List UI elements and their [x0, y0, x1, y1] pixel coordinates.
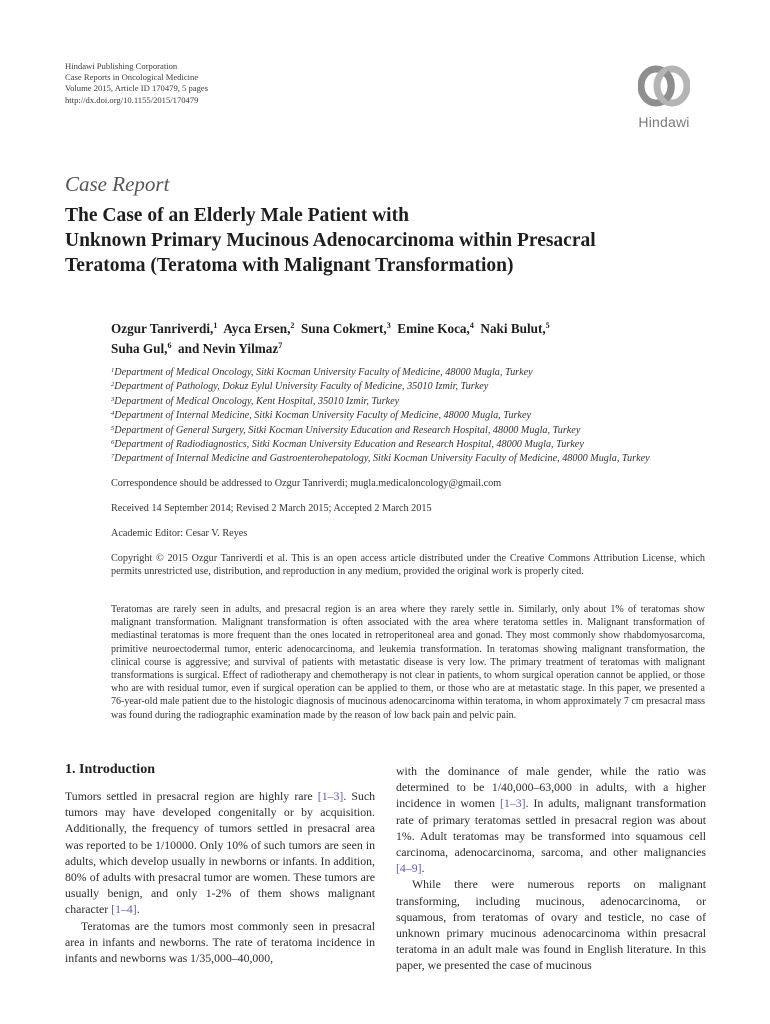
body-paragraph: While there were numerous reports on malignant transforming, including mucinous, adenocarcinoma, or squamous, from teratomas of ovary and testicle, no case of unknown primary mucinous adenocarcinoma within presacral teratoma in an adult male was found in English literature. In this paper, we presented the case of mucinous	[396, 877, 706, 973]
hindawi-rings-logo-icon	[638, 64, 690, 108]
title-line: Unknown Primary Mucinous Adenocarcinoma within Presacral	[65, 230, 596, 251]
author-name: Suha Gul,$^6$	[111, 341, 172, 356]
journal-line: Case Reports in Oncological Medicine	[65, 72, 199, 83]
author-name: Ayca Ersen,$^2$	[223, 321, 295, 336]
author-affil-mark: 5	[545, 321, 550, 330]
journal-header	[65, 61, 208, 106]
doi-line[interactable]: http://dx.doi.org/10.1155/2015/170479	[65, 94, 199, 105]
affiliation-item: $^2$Department of Pathology, Dokuz Eylul University Faculty of Medicine, 35010 Izmir, Turkey	[111, 381, 489, 393]
author-list	[111, 319, 711, 359]
abstract: Teratomas are rarely seen in adults, and presacral region is an area where they rarely settle in. Similarly, only about 1% of teratomas show malignant transformation. Malignant transformation is often associated with the area where teratoma settles in. Malignant transformation of mediastinal teratomas is more frequent than the ones located in retroperitoneal area and gonad. They most commonly show rhabdomyosarcoma, primitive neuroectodermal tumor, enteric adenocarcinoma, and leukemia transformation. In teratomas showing malignant transformation, the clinical course is aggressive; and survival of patients with metastatic disease is very low. The primary treatment of teratomas with malignant transformations is surgical. Effect of radiotherapy and chemotherapy is not clear in patients, to whom surgical operation cannot be applied, or those who are with residual tumor, even if surgical operation can be applied to them, or those who are at metastatic stage. In this paper, we presented a 76-year-old male patient due to the histologic diagnosis of mucinous adenocarcinoma within teratoma, in whom approximately 7 cm presacral mass was found during the radiographic examination made by the reason of low back pain and pelvic pain.	[111, 604, 705, 721]
body-column-left	[65, 788, 375, 966]
correspondence-note: Correspondence should be addressed to Ozgur Tanriverdi; mugla.medicaloncology@gmail.com	[111, 478, 502, 489]
received-dates: Received 14 September 2014; Revised 2 March 2015; Accepted 2 March 2015	[111, 503, 432, 514]
author-name: Naki Bulut,$^5$	[480, 321, 550, 336]
academic-editor: Academic Editor: Cesar V. Reyes	[111, 528, 248, 539]
volume-line: Volume 2015, Article ID 170479, 5 pages	[65, 83, 209, 94]
affiliation-item: $^5$Department of General Surgery, Sitki Kocman University Education and Research Hospital, 48000 Mugla, Turkey	[111, 424, 581, 436]
author-affil-mark: 2	[290, 321, 295, 330]
copyright-notice: Copyright © 2015 Ozgur Tanriverdi et al. This is an open access article distributed under the Creative Commons Attribution License, which permits unrestricted use, distribution, and reproduction in any medium, provided the original work is properly cited.	[111, 553, 705, 578]
affiliation-list	[111, 366, 751, 467]
author-name: Suna Cokmert,$^3$	[300, 321, 391, 336]
affiliation-item: $^4$Department of Internal Medicine, Sitki Kocman University Faculty of Medicine, 48000 Mugla, Turkey	[111, 410, 531, 422]
citation-link[interactable]: [1–3]	[500, 796, 526, 811]
author-affil-mark: 3	[386, 321, 391, 330]
author-affil-mark: 4	[469, 321, 474, 330]
section-heading: 1. Introduction	[65, 762, 155, 777]
publisher-line: Hindawi Publishing Corporation	[65, 61, 178, 71]
article-title	[65, 203, 745, 278]
body-paragraph: Teratomas are the tumors most commonly seen in presacral area in infants and newborns. The rate of teratoma incidence in infants and newborns was 1/35,000–40,000,	[65, 918, 375, 966]
author-name: Ozgur Tanriverdi,$^1$	[111, 321, 218, 336]
affiliation-item: $^7$Department of Internal Medicine and Gastroenterohepatology, Sitki Kocman University Faculty of Medicine, 48000 Mugla, Turkey	[111, 453, 650, 465]
body-paragraph: Tumors settled in presacral region are highly rare [1–3]. Such tumors may have developed congenitally or by acquisition. Additionally, the frequency of tumors settled in presacral area was reported to be 1/10000. Only 10% of such tumors are seen in adults, which develop usually in newborns or infants. In addition, 80% of adults with presacral tumor are women. These tumors are usually benign, and only 1-2% of them shows malignant character [1–4].	[65, 789, 375, 917]
body-column-right	[396, 763, 706, 974]
author-affil-mark: 1	[213, 321, 218, 330]
author-name: and Nevin Yilmaz$^7$	[178, 341, 283, 356]
author-affil-mark: 6	[167, 341, 172, 350]
title-line: Teratoma (Teratoma with Malignant Transformation)	[65, 255, 514, 276]
article-type: Case Report	[65, 172, 170, 196]
citation-link[interactable]: [1–4]	[111, 902, 137, 917]
affiliation-item: $^3$Department of Medical Oncology, Kent Hospital, 35010 Izmir, Turkey	[111, 395, 400, 407]
body-paragraph: with the dominance of male gender, while the ratio was determined to be 1/40,000–63,000 in adults, with a higher incidence in women [1–3]. In adults, malignant transformation rate of primary teratomas settled in presacral region was about 1%. Adult teratomas may be transformed into squamous cell carcinoma, adenocarcinoma, sarcoma, and other malignancies [4–9].	[396, 764, 706, 876]
author-affil-mark: 7	[278, 341, 283, 350]
logo-wordmark: Hindawi	[638, 114, 690, 130]
affiliation-item: $^1$Department of Medical Oncology, Sitki Kocman University Faculty of Medicine, 48000 Mugla, Turkey	[111, 367, 533, 378]
author-name: Emine Koca,$^4$	[397, 321, 474, 336]
citation-link[interactable]: [4–9]	[396, 861, 422, 876]
title-line: The Case of an Elderly Male Patient with	[65, 205, 409, 226]
hindawi-logo	[618, 60, 710, 132]
affiliation-item: $^6$Department of Radiodiagnostics, Sitki Kocman University Education and Research Hospital, 48000 Mugla, Turkey	[111, 439, 584, 451]
citation-link[interactable]: [1–3]	[317, 789, 344, 803]
